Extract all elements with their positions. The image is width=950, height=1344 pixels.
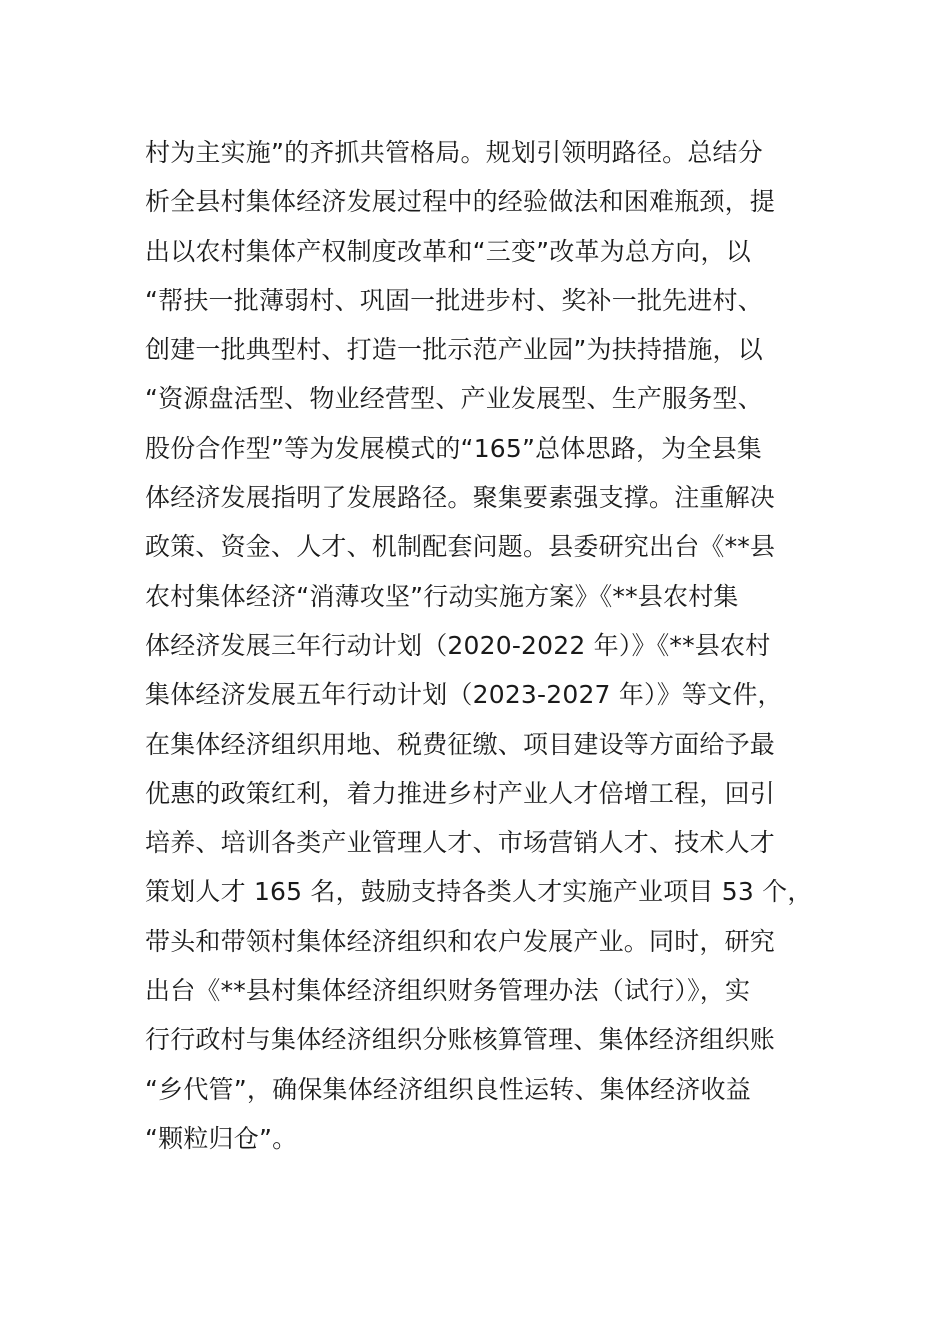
text-line: 带头和带领村集体经济组织和农户发展产业。同时，研究: [145, 926, 776, 956]
text-line: 政策、资金、人才、机制配套问题。县委研究出台《**县: [145, 532, 776, 562]
text-line: 策划人才 165 名，鼓励支持各类人才实施产业项目 53 个，: [145, 877, 813, 907]
text-line: 村为主实施”的齐抓共管格局。规划引领明路径。总结分: [145, 138, 763, 167]
text-line: 在集体经济组织用地、税费征缴、项目建设等方面给予最: [145, 729, 776, 759]
text-line: 出以农村集体产权制度改革和“三变”改革为总方向，以: [145, 236, 751, 266]
text-line: “资源盘活型、物业经营型、产业发展型、生产服务型、: [145, 384, 763, 414]
text-line: “颗粒归仓”。: [145, 1123, 298, 1153]
text-line: 农村集体经济“消薄攻坚”行动实施方案》《**县农村集: [145, 581, 739, 611]
text-line: 优惠的政策红利，着力推进乡村产业人才倍增工程，回引: [145, 778, 776, 808]
text-line: 股份合作型”等为发展模式的“165”总体思路，为全县集: [145, 433, 762, 463]
text-line: 析全县村集体经济发展过程中的经验做法和困难瓶颈，提: [145, 187, 776, 217]
text-line: “帮扶一批薄弱村、巩固一批进步村、奖补一批先进村、: [145, 285, 763, 315]
text-line: 出台《**县村集体经济组织财务管理办法（试行）》，实: [145, 976, 751, 1006]
text-line: 集体经济发展五年行动计划（2023-2027 年）》等文件，: [145, 680, 783, 710]
text-line: 体经济发展三年行动计划（2020-2022 年）》《**县农村: [145, 630, 771, 660]
text-line: 创建一批典型村、打造一批示范产业园”为扶持措施，以: [145, 335, 763, 365]
text-line: 体经济发展指明了发展路径。聚集要素强支撑。注重解决: [145, 483, 776, 513]
text-line: “乡代管”，确保集体经济组织良性运转、集体经济收益: [145, 1074, 751, 1104]
text-line: 培养、培训各类产业管理人才、市场营销人才、技术人才: [145, 828, 776, 858]
text-line: 行行政村与集体经济组织分账核算管理、集体经济组织账: [145, 1025, 776, 1055]
body-paragraph: [145, 128, 845, 1163]
